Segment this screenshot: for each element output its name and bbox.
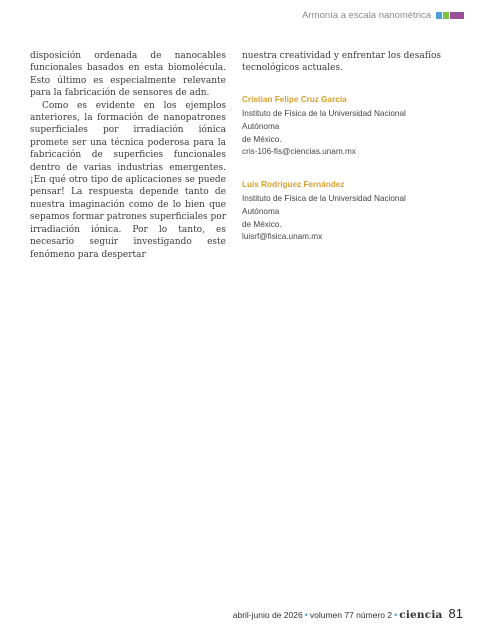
left-column xyxy=(30,50,226,261)
running-title: Armonía a escala nanométrica xyxy=(302,10,431,21)
author-block xyxy=(242,94,442,159)
green-square-icon xyxy=(443,12,449,19)
author-name: Luis Rodríguez Fernández xyxy=(242,179,345,189)
body-paragraph: disposición ordenada de nanocables funcionales basados en esta biomolécula. Esto último es especialmente relevante para la fabricación de sensores de adn. xyxy=(30,51,226,99)
page-number: 81 xyxy=(448,606,463,621)
page-footer xyxy=(0,606,491,621)
blue-square-icon xyxy=(436,12,442,19)
author-location: de México. xyxy=(242,134,282,144)
magazine-name: ciencia xyxy=(399,609,443,621)
body-paragraph: Como es evidente en los ejemplos anteriores, la formación de nanopatrones superficiales por irradiación iónica promete ser una técnica poderosa para la fabricación de superficies funcionales dentro de varias industrias emergentes. ¡En qué otro tipo de aplicaciones se puede pensar! La respuesta depende tanto de nuestra imaginación como de lo bien que sepamos formar patrones superficiales por irradiación iónica. Por lo tanto, es necesario seguir investigando este fenómeno para despertar xyxy=(30,100,226,260)
body-paragraph-continuation: nuestra creatividad y enfrentar los desafíos tecnológicos actuales. xyxy=(242,51,441,74)
author-block xyxy=(242,179,442,244)
author-institution: Instituto de Física de la Universidad Nacional Autónoma xyxy=(242,109,406,131)
author-email[interactable]: cris-106-fis@ciencias.unam.mx xyxy=(242,147,356,157)
right-column xyxy=(242,50,442,244)
bullet-separator: • xyxy=(394,610,398,620)
author-location: de México. xyxy=(242,219,282,229)
author-email[interactable]: luisrf@fisica.unam.mx xyxy=(242,232,323,242)
author-institution: Instituto de Física de la Universidad Nacional Autónoma xyxy=(242,194,406,216)
running-header xyxy=(302,10,464,21)
bullet-separator: • xyxy=(304,610,308,620)
color-squares-decoration xyxy=(436,12,464,19)
purple-bar-icon xyxy=(450,12,464,19)
issue-date: abril-junio de 2026 xyxy=(232,610,303,620)
volume-number: volumen 77 número 2 xyxy=(309,610,393,620)
author-name: Cristian Felipe Cruz García xyxy=(242,94,347,104)
